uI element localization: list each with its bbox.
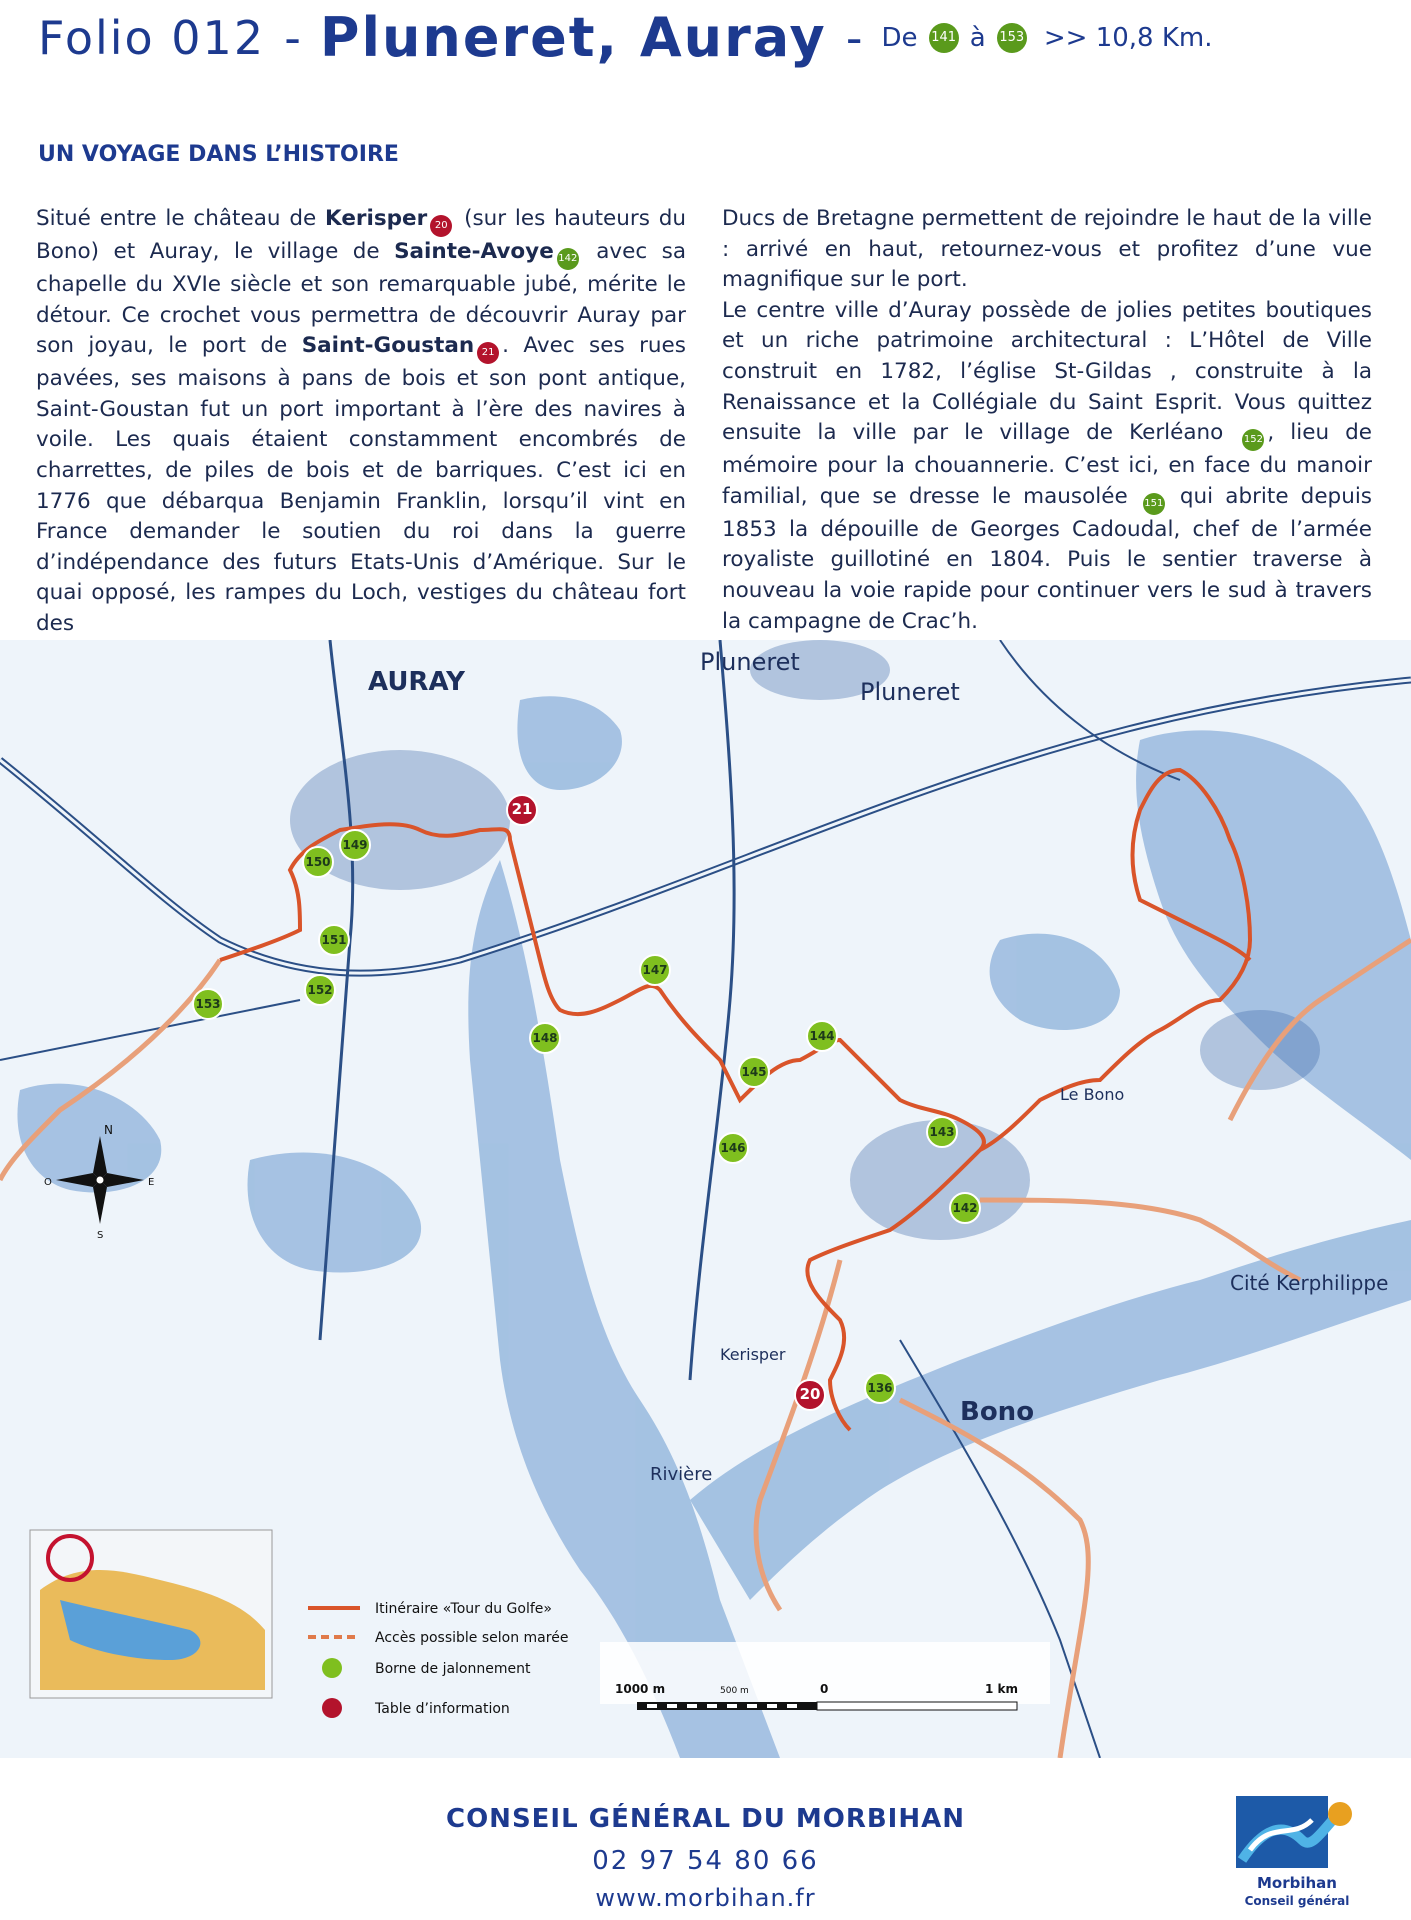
logo-title: Morbihan [1257, 1874, 1337, 1892]
red-marker-label-20: 20 [799, 1385, 821, 1403]
map[interactable] [0, 640, 1411, 1758]
text-fragment: , lieu de mémoire pour la chouannerie. C’est ici, en face du manoir familial, que se dresse le mausolée [722, 420, 1372, 509]
compass-n: N [104, 1123, 113, 1137]
logo-mark-icon [1232, 1790, 1362, 1874]
legend-info-swatch [322, 1698, 342, 1718]
section-title: UN VOYAGE DANS L’HISTOIRE [38, 142, 399, 167]
compass-s: S [97, 1230, 104, 1241]
footer-title: CONSEIL GÉNÉRAL DU MORBIHAN [446, 1804, 965, 1834]
from-marker: 141 [929, 23, 959, 53]
scale-mid: 500 m [720, 1686, 749, 1696]
from-label: De [881, 22, 918, 53]
green-marker-label-142: 142 [952, 1201, 978, 1215]
text-fragment: avec sa chapelle du XVIe siècle et son remarquable jubé, mérite le détour. Ce crochet vous permettra de découvrir Auray par son joyau, le port de [36, 239, 686, 359]
place-saint-goustan: Saint-Goustan [301, 333, 475, 359]
scale-bar [600, 1642, 1050, 1710]
place-sainte-avoye: Sainte-Avoye [394, 239, 554, 264]
legend-tide: Accès possible selon marée [375, 1630, 569, 1646]
locator-inset [30, 1530, 272, 1698]
place-kerisper: Kerisper [325, 206, 428, 231]
kerphilippe-town [1200, 1010, 1320, 1090]
green-marker-label-136: 136 [867, 1381, 893, 1395]
text-paragraph [722, 296, 1372, 637]
compass-o: O [44, 1177, 52, 1188]
label-bono: Bono [960, 1397, 1035, 1427]
marker-inline: 152 [1242, 429, 1264, 451]
footer-phone[interactable]: 02 97 54 80 66 [592, 1846, 819, 1876]
footer-website[interactable]: www.morbihan.fr [595, 1884, 816, 1912]
green-marker-label-150: 150 [305, 855, 331, 869]
header-separator: - [284, 10, 301, 65]
scale-right: 1 km [985, 1682, 1019, 1696]
green-marker-label-149: 149 [342, 838, 368, 852]
legend-marker-swatch [322, 1658, 342, 1678]
label-pluneret: Pluneret [700, 648, 800, 676]
text-paragraph: Ducs de Bretagne permettent de rejoindre le haut de la ville : arrivé en haut, retournez-vous et profitez d’une vue magnifique sur le port. [722, 206, 1372, 293]
green-marker-label-152: 152 [307, 983, 333, 997]
text-fragment: Le centre ville d’Auray possède de jolies petites boutiques et un riche patrimoine architectural : L’Hôtel de Ville construit en 1782, l’église St-Gildas , construite à la Renaissance et la Collégiale du Saint Esprit. Vous quittez ensuite la ville par le village de Kerléano [722, 297, 1372, 446]
folio-number: Folio 012 [38, 10, 266, 65]
label-kerisper: Kerisper [720, 1345, 786, 1364]
text-fragment: . Avec ses rues pavées, ses maisons à pans de bois et son pont antique, Saint-Goustan fut un port important à l’ère des navires à voile. Les quais étaient constamment encombrés de charrettes, de piles de bois et de barriques. C’est ici en 1776 que débarqua Benjamin Franklin, lorsqu’il vint en France demander le soutien du roi dans la guerre d’indépendance des futurs Etats-Unis d’Amérique. Sur le quai opposé, les rampes du Loch, vestiges du château fort des [36, 333, 686, 636]
to-label: à [969, 22, 986, 53]
label-le-bono: Le Bono [1060, 1085, 1125, 1104]
text-fragment: Situé entre le château de [36, 206, 326, 231]
green-marker-label-143: 143 [929, 1125, 955, 1139]
scale-left: 1000 m [615, 1682, 666, 1696]
logo-subtitle: Conseil général [1244, 1894, 1350, 1908]
legend-itinerary: Itinéraire «Tour du Golfe» [375, 1601, 552, 1617]
page-header [38, 6, 1398, 76]
text-column-left [36, 204, 686, 640]
marker-inline: 142 [557, 248, 579, 270]
page-title: Pluneret, Auray [319, 6, 827, 69]
green-marker-label-153: 153 [195, 997, 221, 1011]
text-fragment: (sur les hauteurs du Bono) et Auray, le village de [36, 206, 686, 264]
text-fragment: qui abrite depuis 1853 la dépouille de Georges Cadoudal, chef de l’armée royaliste guillotiné en 1804. Puis le sentier traverse à nouveau la voie rapide pour continuer vers le sud à travers la campagne de Crac’h. [722, 483, 1372, 634]
marker-inline-red: 20 [430, 215, 452, 237]
text-column-right [722, 204, 1372, 637]
marker-inline-red: 21 [477, 342, 499, 364]
label-kerphilippe: Cité Kerphilippe [1230, 1271, 1389, 1295]
legend-marker: Borne de jalonnement [375, 1661, 531, 1677]
green-marker-label-146: 146 [720, 1141, 746, 1155]
label-pluneret-2: Pluneret [860, 678, 960, 706]
green-marker-label-148: 148 [532, 1031, 558, 1045]
label-auray: AURAY [368, 667, 465, 697]
green-marker-label-151: 151 [321, 933, 347, 947]
morbihan-logo [1232, 1790, 1362, 1916]
map-canvas[interactable] [0, 640, 1411, 1758]
distance: >> 10,8 Km. [1043, 22, 1213, 53]
marker-inline: 151 [1143, 493, 1165, 515]
green-marker-label-144: 144 [809, 1029, 835, 1043]
red-marker-label-21: 21 [511, 800, 533, 818]
green-marker-label-145: 145 [741, 1065, 767, 1079]
green-marker-label-147: 147 [642, 963, 668, 977]
compass-e: E [148, 1177, 155, 1188]
legend-info: Table d’information [375, 1701, 510, 1717]
label-riviere: Rivière [650, 1464, 713, 1485]
to-marker: 153 [997, 23, 1027, 53]
header-separator-2: - [845, 10, 863, 65]
scale-zero: 0 [820, 1682, 829, 1696]
